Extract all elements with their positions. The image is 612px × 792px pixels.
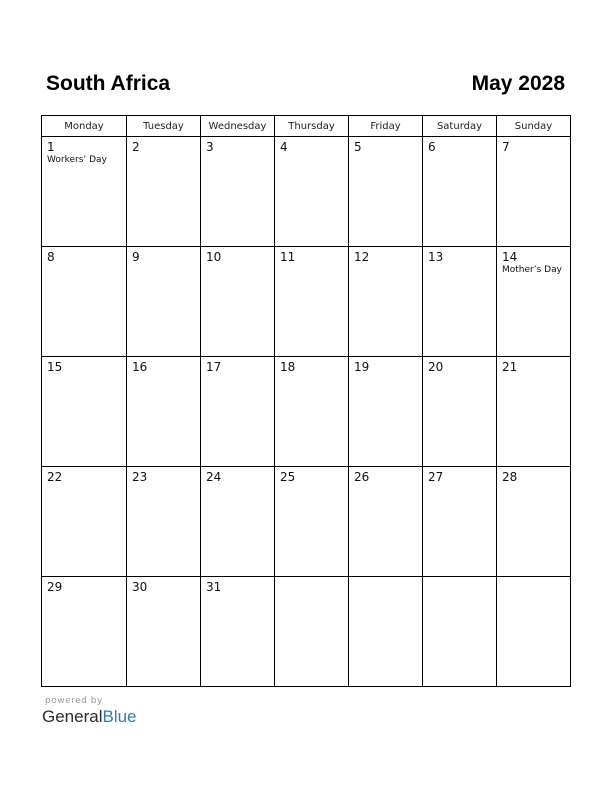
day-cell-content xyxy=(42,467,126,576)
day-cell xyxy=(423,467,497,577)
day-number: 25 xyxy=(280,470,296,484)
day-cell-content xyxy=(275,247,348,356)
day-number: 1 xyxy=(47,140,55,154)
day-number: 18 xyxy=(280,360,296,374)
day-cell xyxy=(275,247,349,357)
day-cell-content xyxy=(349,247,422,356)
day-number: 3 xyxy=(206,140,214,154)
brand-general-text: General xyxy=(42,707,103,726)
brand-blue-text: Blue xyxy=(102,707,137,726)
weekday-monday: Monday xyxy=(42,116,127,137)
day-cell xyxy=(349,137,423,247)
day-cell-content xyxy=(275,137,348,246)
day-cell-content xyxy=(497,137,570,246)
day-cell-content xyxy=(42,357,126,466)
day-cell xyxy=(275,137,349,247)
day-cell xyxy=(423,577,497,687)
day-number: 28 xyxy=(502,470,518,484)
day-number: 19 xyxy=(354,360,370,374)
day-cell xyxy=(201,137,275,247)
weekday-sunday: Sunday xyxy=(497,116,571,137)
day-cell xyxy=(423,137,497,247)
day-cell-content xyxy=(497,577,570,686)
day-cell-content xyxy=(423,577,496,686)
day-number: 12 xyxy=(354,250,370,264)
day-cell xyxy=(423,357,497,467)
day-number: 8 xyxy=(47,250,55,264)
month-year-title: May 2028 xyxy=(471,72,565,95)
day-number: 20 xyxy=(428,360,444,374)
calendar-week-row xyxy=(42,247,571,357)
day-cell-content xyxy=(201,247,274,356)
day-number: 22 xyxy=(47,470,63,484)
day-cell xyxy=(275,467,349,577)
day-number: 21 xyxy=(502,360,518,374)
day-cell-content xyxy=(423,357,496,466)
day-cell-content xyxy=(42,247,126,356)
calendar-week-row xyxy=(42,577,571,687)
holiday-label: Workers’ Day xyxy=(47,155,107,165)
day-number: 16 xyxy=(132,360,148,374)
day-cell xyxy=(275,577,349,687)
day-number: 7 xyxy=(502,140,510,154)
day-number: 23 xyxy=(132,470,148,484)
day-cell xyxy=(275,357,349,467)
weekday-saturday: Saturday xyxy=(423,116,497,137)
day-cell-content xyxy=(42,577,126,686)
day-cell-content xyxy=(349,467,422,576)
calendar-week-row xyxy=(42,467,571,577)
day-cell xyxy=(349,357,423,467)
brand-logo xyxy=(42,707,137,727)
day-cell xyxy=(42,247,127,357)
day-number: 29 xyxy=(47,580,63,594)
day-cell-content xyxy=(127,357,200,466)
day-number: 26 xyxy=(354,470,370,484)
day-cell xyxy=(349,467,423,577)
day-cell-content xyxy=(349,577,422,686)
holiday-label: Mother’s Day xyxy=(502,265,562,275)
day-number: 11 xyxy=(280,250,296,264)
calendar-weeks xyxy=(42,137,571,687)
day-cell xyxy=(42,357,127,467)
day-cell-content xyxy=(42,137,126,246)
day-cell xyxy=(497,137,571,247)
day-cell xyxy=(201,577,275,687)
day-cell xyxy=(42,137,127,247)
generalblue-branding xyxy=(42,696,137,727)
weekday-header-row xyxy=(42,116,571,137)
day-cell xyxy=(201,247,275,357)
day-cell xyxy=(127,247,201,357)
weekday-tuesday: Tuesday xyxy=(127,116,201,137)
weekday-friday: Friday xyxy=(349,116,423,137)
day-cell-content xyxy=(423,137,496,246)
day-cell xyxy=(497,247,571,357)
day-cell xyxy=(42,467,127,577)
day-cell-content xyxy=(497,247,570,356)
day-cell-content xyxy=(127,577,200,686)
day-cell xyxy=(423,247,497,357)
weekday-thursday: Thursday xyxy=(275,116,349,137)
day-number: 24 xyxy=(206,470,222,484)
day-cell-content xyxy=(497,357,570,466)
day-cell-content xyxy=(127,247,200,356)
day-number: 5 xyxy=(354,140,362,154)
country-title: South Africa xyxy=(46,72,171,95)
day-number: 15 xyxy=(47,360,63,374)
day-cell xyxy=(497,467,571,577)
day-number: 14 xyxy=(502,250,518,264)
day-number: 6 xyxy=(428,140,436,154)
day-cell xyxy=(497,357,571,467)
day-cell xyxy=(201,357,275,467)
day-cell xyxy=(127,467,201,577)
day-cell xyxy=(127,137,201,247)
day-number: 27 xyxy=(428,470,444,484)
day-cell-content xyxy=(275,577,348,686)
day-number: 10 xyxy=(206,250,222,264)
day-cell xyxy=(349,247,423,357)
day-cell-content xyxy=(349,137,422,246)
day-cell xyxy=(127,577,201,687)
day-cell-content xyxy=(127,467,200,576)
day-cell-content xyxy=(349,357,422,466)
day-number: 17 xyxy=(206,360,222,374)
calendar-week-row xyxy=(42,137,571,247)
day-cell xyxy=(201,467,275,577)
calendar-grid xyxy=(41,115,571,687)
weekday-wednesday: Wednesday xyxy=(201,116,275,137)
day-number: 2 xyxy=(132,140,140,154)
day-number: 31 xyxy=(206,580,222,594)
day-number: 30 xyxy=(132,580,148,594)
day-cell-content xyxy=(275,467,348,576)
day-number: 9 xyxy=(132,250,140,264)
day-cell-content xyxy=(201,137,274,246)
day-cell xyxy=(42,577,127,687)
day-cell xyxy=(127,357,201,467)
day-cell-content xyxy=(275,357,348,466)
day-cell-content xyxy=(127,137,200,246)
day-cell xyxy=(349,577,423,687)
day-cell-content xyxy=(497,467,570,576)
day-cell-content xyxy=(423,247,496,356)
day-cell-content xyxy=(201,467,274,576)
day-cell-content xyxy=(201,357,274,466)
day-number: 13 xyxy=(428,250,444,264)
day-cell-content xyxy=(423,467,496,576)
day-number: 4 xyxy=(280,140,288,154)
day-cell xyxy=(497,577,571,687)
powered-by-text: powered by xyxy=(45,696,103,706)
calendar-week-row xyxy=(42,357,571,467)
day-cell-content xyxy=(201,577,274,686)
